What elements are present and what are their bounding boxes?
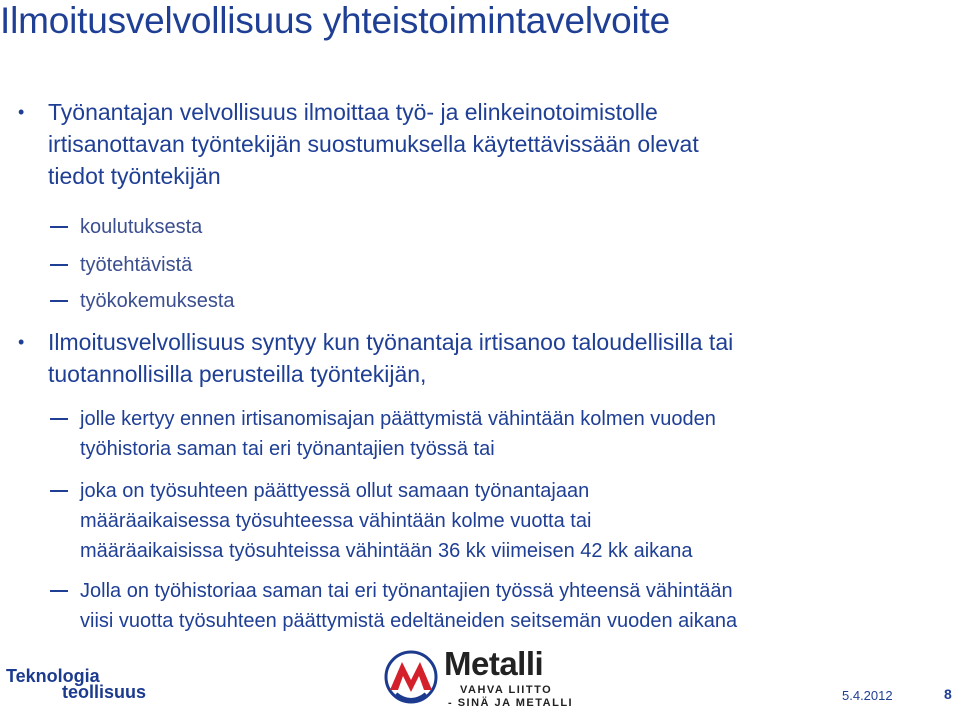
sub-item bbox=[80, 286, 960, 316]
metalli-tagline-1: VAHVA LIITTO bbox=[460, 684, 553, 696]
sub-item bbox=[80, 476, 960, 566]
teknologiateollisuus-logo bbox=[6, 666, 166, 706]
bullet-line: Ilmoitusvelvollisuus syntyy kun työnantaja irtisanoo taloudellisilla tai bbox=[48, 329, 734, 355]
sub-line: työhistoria saman tai eri työnantajien työssä tai bbox=[80, 438, 495, 460]
bullet-item bbox=[18, 326, 948, 390]
metalli-tagline-2: - SINÄ JA METALLI bbox=[448, 697, 574, 709]
sub-line: jolle kertyy ennen irtisanomisajan päättymistä vähintään kolmen vuoden bbox=[80, 408, 716, 430]
dash-icon bbox=[50, 264, 68, 266]
footer-date: 5.4.2012 bbox=[842, 688, 893, 703]
bullet-line: irtisanottavan työntekijän suostumuksella käytettävissään olevat bbox=[48, 131, 699, 157]
sub-line: Jolla on työhistoriaa saman tai eri työnantajien työssä yhteensä vähintään bbox=[80, 580, 733, 602]
bullet-line: tuotannollisilla perusteilla työntekijän, bbox=[48, 361, 427, 387]
metalli-brand: Metalli bbox=[444, 645, 544, 682]
sub-item bbox=[80, 212, 960, 242]
sub-line: määräaikaisissa työsuhteissa vähintään 36 kk viimeisen 42 kk aikana bbox=[80, 540, 693, 562]
slide-title: Ilmoitusvelvollisuus yhteistoimintavelvoite bbox=[0, 0, 671, 41]
sub-item bbox=[80, 576, 960, 636]
sub-line: työkokemuksesta bbox=[80, 290, 235, 312]
logo-word-2: teollisuus bbox=[62, 682, 147, 702]
dash-icon bbox=[50, 418, 68, 420]
sub-line: koulutuksesta bbox=[80, 216, 203, 238]
bullet-item bbox=[18, 96, 948, 192]
dash-icon bbox=[50, 590, 68, 592]
page-number: 8 bbox=[944, 686, 952, 702]
sub-line: joka on työsuhteen päättyessä ollut samaan työnantajaan bbox=[80, 480, 590, 502]
sub-item bbox=[80, 250, 960, 280]
dash-icon bbox=[50, 490, 68, 492]
bullet-line: Työnantajan velvollisuus ilmoittaa työ- ja elinkeinotoimistolle bbox=[48, 99, 658, 125]
bullet-line: tiedot työntekijän bbox=[48, 163, 221, 189]
sub-item bbox=[80, 404, 960, 464]
sub-line: viisi vuotta työsuhteen päättymistä edeltäneiden seitsemän vuoden aikana bbox=[80, 610, 738, 632]
dash-icon bbox=[50, 300, 68, 302]
metalli-logo bbox=[382, 644, 574, 709]
logo-word-1: Teknologia bbox=[6, 666, 100, 686]
sub-line: määräaikaisessa työsuhteessa vähintään kolme vuotta tai bbox=[80, 510, 592, 532]
dash-icon bbox=[50, 226, 68, 228]
bullet-dot-icon: • bbox=[18, 102, 25, 122]
bullet-dot-icon: • bbox=[18, 332, 25, 352]
metalli-emblem-icon bbox=[382, 650, 440, 704]
sub-line: työtehtävistä bbox=[80, 254, 193, 276]
